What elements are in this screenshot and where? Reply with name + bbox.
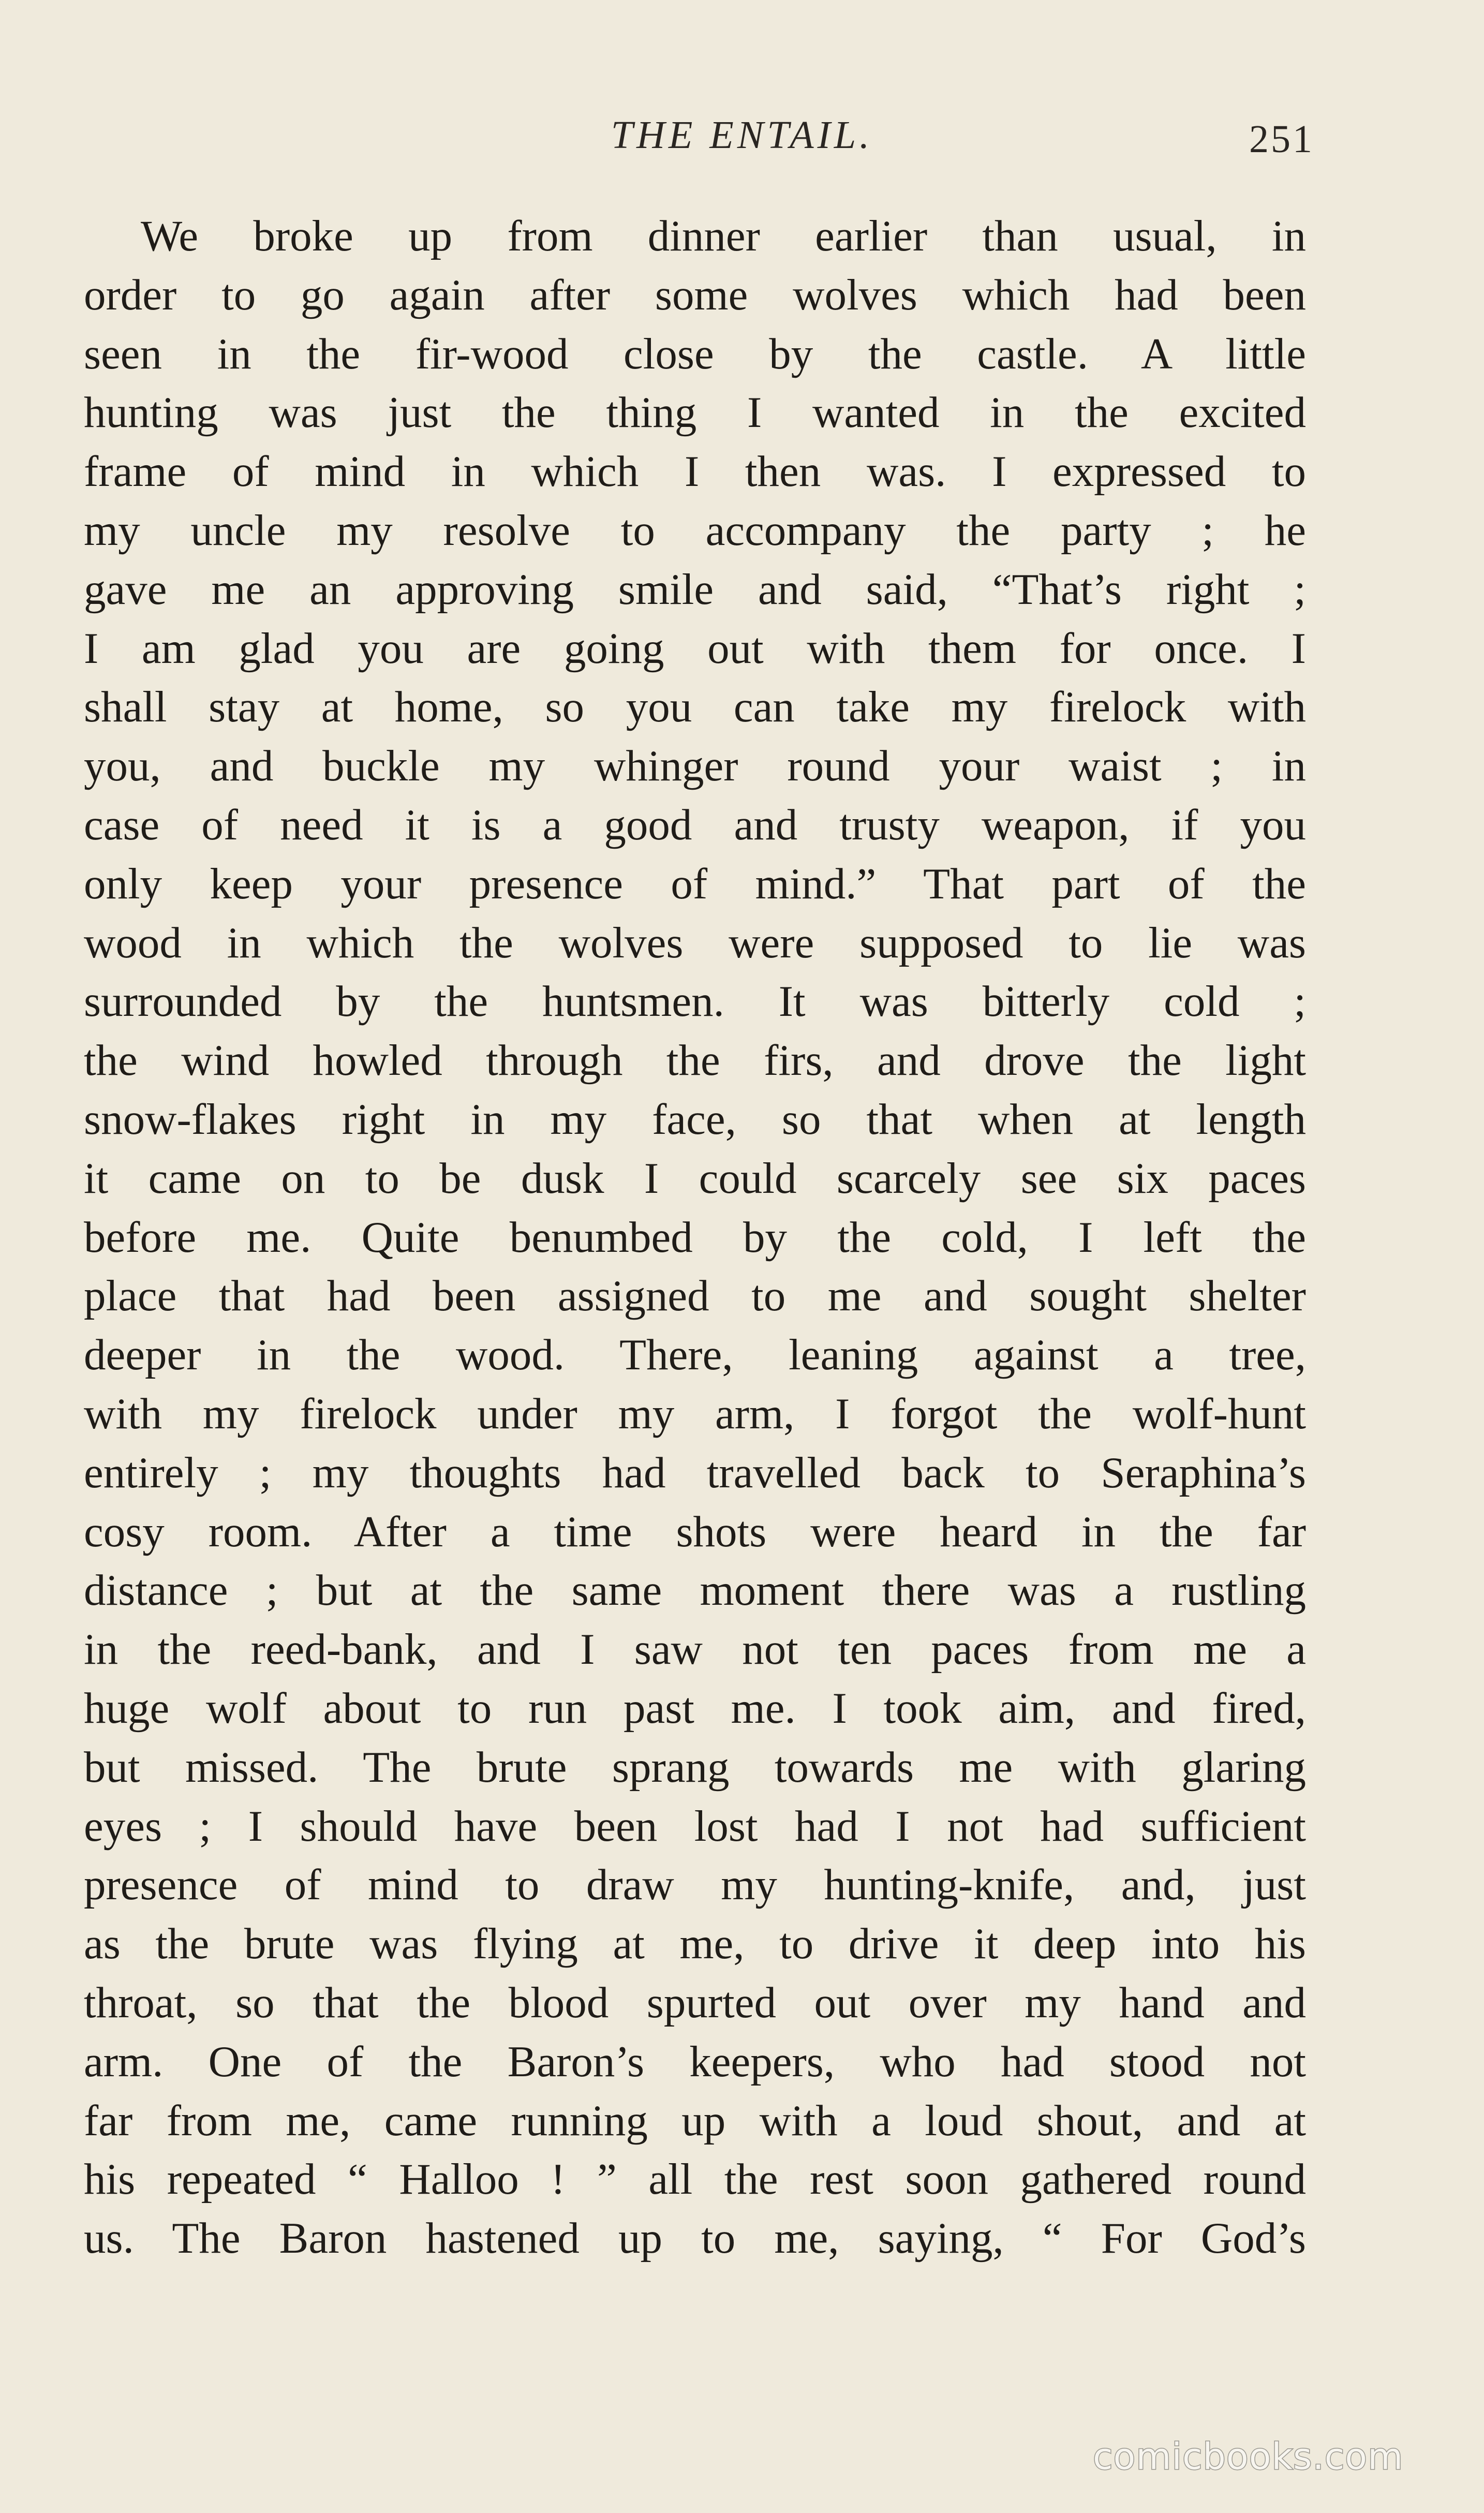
text-line: snow-flakes right in my face, so that when at length [84,1095,1306,1144]
text-line: his repeated “ Halloo ! ” all the rest soon gathered round [84,2155,1306,2204]
site-watermark: comicbooks.com [1093,2435,1404,2478]
text-line: shall stay at home, so you can take my firelock with [84,683,1306,732]
text-line: seen in the fir-wood close by the castle. A little [84,329,1306,378]
text-line: only keep your presence of mind.” That part of the [84,859,1306,908]
text-line: my uncle my resolve to accompany the party ; he [84,506,1306,555]
text-line: huge wolf about to run past me. I took aim, and fired, [84,1683,1306,1733]
running-title: THE ENTAIL. [611,113,873,157]
text-line: as the brute was flying at me, to drive it deep into his [84,1919,1306,1969]
text-line: arm. One of the Baron’s keepers, who had stood not [84,2037,1306,2086]
text-line: it came on to be dusk I could scarcely see six paces [84,1154,1306,1203]
text-line: us. The Baron hastened up to me, saying, “ For God’s [84,2214,1306,2263]
text-line: We broke up from dinner earlier than usual, in [141,212,1306,260]
text-line: wood in which the wolves were supposed to lie was [84,918,1306,967]
text-line: I am glad you are going out with them for once. I [84,624,1306,673]
text-line: far from me, came running up with a loud shout, and at [84,2096,1306,2145]
text-line: distance ; but at the same moment there was a rustling [84,1566,1306,1615]
text-line: place that had been assigned to me and sought shelter [84,1272,1306,1321]
text-line: hunting was just the thing I wanted in the excited [84,388,1306,437]
text-line: throat, so that the blood spurted out over my hand and [84,1978,1306,2027]
text-line: with my firelock under my arm, I forgot the wolf-hunt [84,1389,1306,1438]
text-line: presence of mind to draw my hunting-knife, and, just [84,1860,1306,1910]
text-line: before me. Quite benumbed by the cold, I left the [84,1213,1306,1262]
text-line: gave me an approving smile and said, “That’s right ; [84,565,1306,614]
text-line: in the reed-bank, and I saw not ten paces from me a [84,1625,1306,1674]
text-line: but missed. The brute sprang towards me with glaring [84,1742,1306,1792]
text-line: order to go again after some wolves which had been [84,270,1306,319]
body-text [84,207,1306,2268]
text-line: surrounded by the huntsmen. It was bitterly cold ; [84,977,1306,1026]
text-line: you, and buckle my whinger round your waist ; in [84,742,1306,791]
text-line: the wind howled through the firs, and drove the light [84,1036,1306,1085]
text-line: cosy room. After a time shots were heard in the far [84,1507,1306,1556]
text-line: case of need it is a good and trusty weapon, if you [84,800,1306,849]
page-number: 251 [1249,117,1314,161]
text-line: deeper in the wood. There, leaning against a tree, [84,1331,1306,1380]
text-line: eyes ; I should have been lost had I not had sufficient [84,1801,1306,1851]
text-line: entirely ; my thoughts had travelled back to Seraphina’s [84,1448,1306,1497]
text-line: frame of mind in which I then was. I expressed to [84,447,1306,496]
